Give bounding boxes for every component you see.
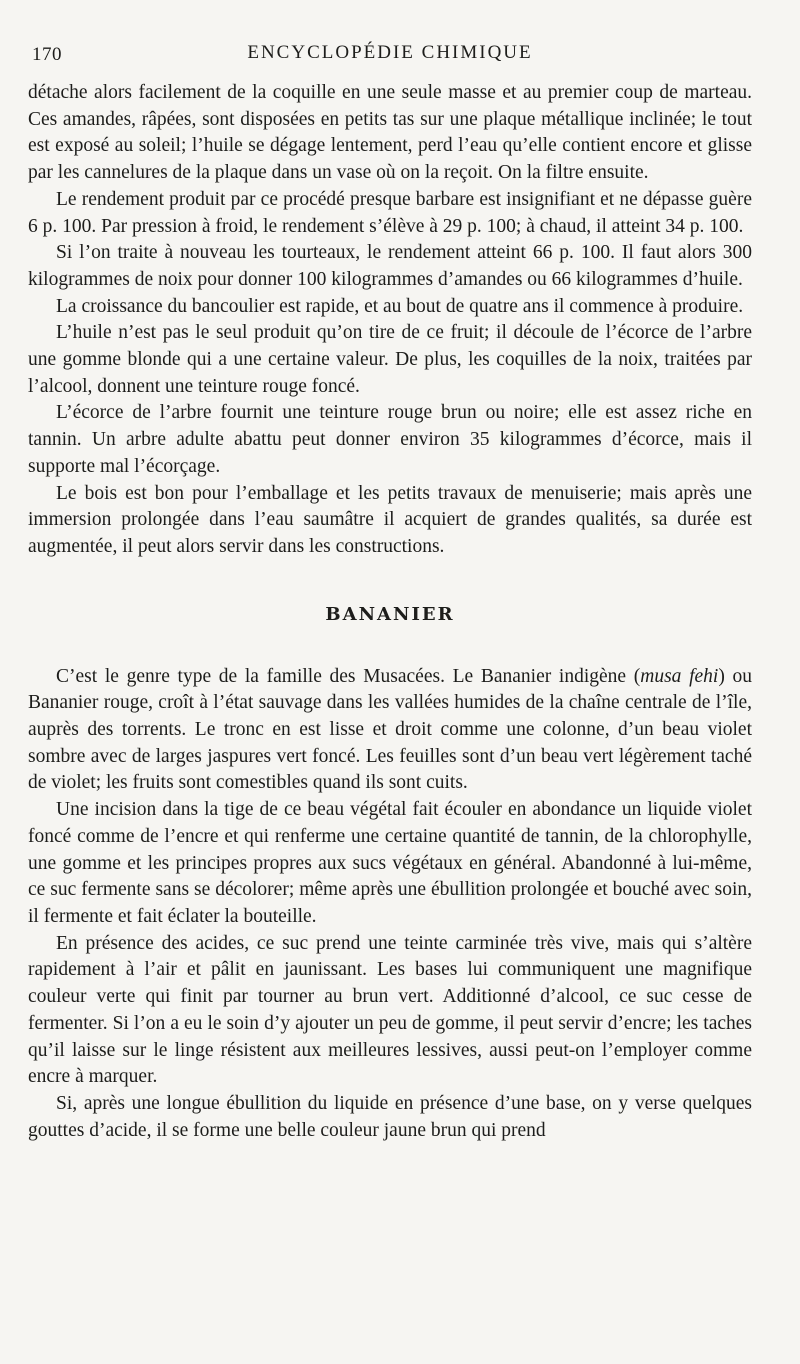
paragraph: détache alors facilement de la coquille en une seule masse et au premier coup de marteau. Ces amandes, râpées, sont disposées en petits tas sur une plaque métallique inclinée; le tout est exposé au soleil; l’huile se dégage lentement, perd l’eau qu’elle contient encore et glisse par les cannelures de la plaque dans un vase où on la reçoit. On la filtre ensuite. [28,82,752,184]
paragraph: Si, après une longue ébullition du liquide en présence d’une base, on y verse quelques gouttes d’acide, il se forme une belle couleur jaune brun qui prend [28,1092,752,1141]
paragraph: Une incision dans la tige de ce beau végétal fait écouler en abondance un liquide violet foncé comme de l’encre et qui renferme une certaine quantité de tannin, de la chlorophylle, une gomme et les principes propres aux sucs végétaux en général. Abandonné à lui-même, ce suc fermente sans se décolorer; même après une ébullition prolongée et bouché avec soin, il fermente et fait éclater la bouteille. [28,799,752,927]
paragraph: Si l’on traite à nouveau les tourteaux, le rendement atteint 66 p. 100. Il faut alors 300 kilogrammes de noix pour donner 100 kilogrammes d’amandes ou 66 kilogrammes d’huile. [28,242,752,290]
paragraph: L’huile n’est pas le seul produit qu’on tire de ce fruit; il découle de l’écorce de l’arbre une gomme blonde qui a une certaine valeur. De plus, les coquilles de la noix, traitées par l’alcool, donnent une teinture rouge foncé. [28,322,752,397]
paragraph: L’écorce de l’arbre fournit une teinture rouge brun ou noire; elle est assez riche en tannin. Un arbre adulte abattu peut donner environ 35 kilogrammes d’écorce, mais il supporte mal l’écorçage. [28,402,752,477]
running-title: ENCYCLOPÉDIE CHIMIQUE [247,42,533,63]
body-text [28,80,752,1144]
paragraph: Le rendement produit par ce procédé presque barbare est insignifiant et ne dépasse guère 6 p. 100. Par pression à froid, le rendement s’élève à 29 p. 100; à chaud, il atteint 34 p. 100. [28,188,752,237]
paragraph-text: ) ou Bananier rouge, croît à l’état sauvage dans les vallées humides de la chaîne centrale de l’île, auprès des torrents. Le tronc en est lisse et droit comme une colonne, d’un beau violet sombre avec de larges jaspures vert foncé. Les feuilles sont d’un beau vert légèrement taché de violet; les fruits sont comestibles quand ils sont cuits. [28,665,752,794]
paragraph [28,664,752,798]
paragraph: La croissance du bancoulier est rapide, et au bout de quatre ans il commence à produire. [56,295,744,317]
paragraph: Le bois est bon pour l’emballage et les petits travaux de menuiserie; mais après une immersion prolongée dans l’eau saumâtre il acquiert de grandes qualités, sa durée est augmentée, il peut alors servir dans les constructions. [28,482,752,557]
paragraph-text: C’est le genre type de la famille des Musacées. Le Bananier indigène ( [56,665,641,687]
section-heading: BANANIER [325,603,455,625]
paragraph: En présence des acides, ce suc prend une teinte carminée très vive, mais qui s’altère rapidement à l’air et pâlit en jaunissant. Les bases lui communiquent une magnifique couleur verte qui finit par tourner au brun vert. Additionné d’alcool, ce suc cesse de fermenter. Si l’on a eu le soin d’y ajouter un peu de gomme, il peut servir d’encre; les taches qu’il laisse sur le linge résistent aux meilleures lessives, aussi peut-on l’employer comme encre à marquer. [28,932,752,1088]
page-number: 170 [32,44,62,65]
running-head [28,34,752,70]
species-name: musa fehi [640,665,719,687]
